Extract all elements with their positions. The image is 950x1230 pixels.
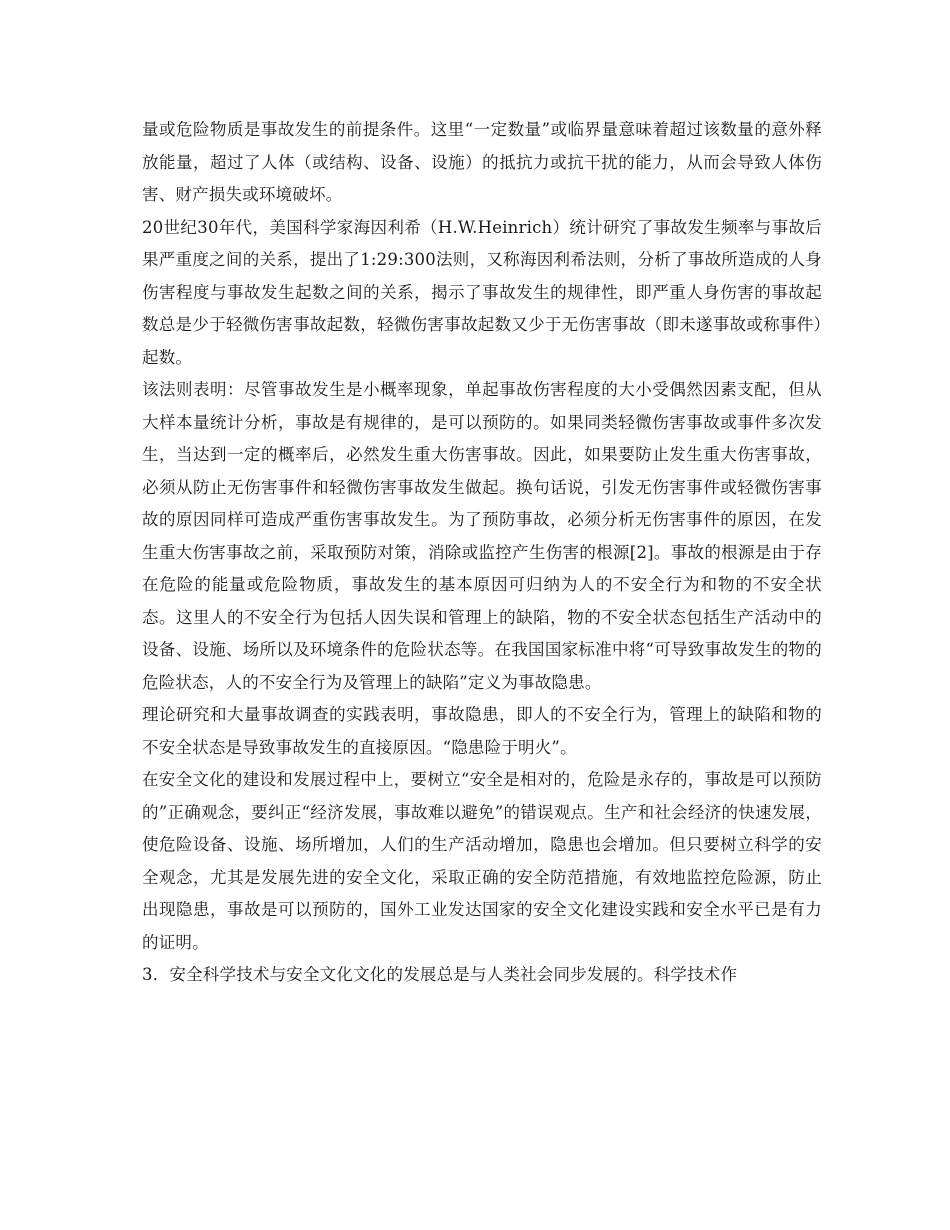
paragraph-5: 在安全文化的建设和发展过程中上，要树立“安全是相对的，危险是永存的，事故是可以预防的”正确观念，要纠正“经济发展，事故难以避免”的错误观点。生产和社会经济的快速发展，使危险设备、设施、场所增加，人们的生产活动增加，隐患也会增加。但只要树立科学的安全观念，尤其是发展先进的安全文化，采取正确的安全防范措施，有效地监控危险源，防止出现隐患，事故是可以预防的，国外工业发达国家的安全文化建设实践和安全水平已是有力的证明。: [142, 770, 822, 952]
paragraph-3: 该法则表明：尽管事故发生是小概率现象，单起事故伤害程度的大小受偶然因素支配，但从大样本量统计分析，事故是有规律的，是可以预防的。如果同类轻微伤害事故或事件多次发生，当达到一定的概率后，必然发生重大伤害事故。因此，如果要防止发生重大伤害事故，必须从防止无伤害事件和轻微伤害事故发生做起。换句话说，引发无伤害事件或轻微伤害事故的原因同样可造成严重伤害事故发生。为了预防事故，必须分析无伤害事件的原因，在发生重大伤害事故之前，采取预防对策，消除或监控产生伤害的根源[2]。事故的根源是由于存在危险的能量或危险物质，事故发生的基本原因可归纳为人的不安全行为和物的不安全状态。这里人的不安全行为包括人因失误和管理上的缺陷，物的不安全状态包括生产活动中的设备、设施、场所以及环境条件的危险状态等。在我国国家标准中将“可导致事故发生的物的危险状态，人的不安全行为及管理上的缺陷”定义为事故隐患。: [142, 380, 822, 692]
paragraph-4: 理论研究和大量事故调查的实践表明，事故隐患，即人的不安全行为，管理上的缺陷和物的不安全状态是导致事故发生的直接原因。“隐患险于明火”。: [142, 705, 822, 757]
paragraph-1: 量或危险物质是事故发生的前提条件。这里“一定数量”或临界量意味着超过该数量的意外释放能量，超过了人体（或结构、设备、设施）的抵抗力或抗干扰的能力，从而会导致人体伤害、财产损失或环境破坏。: [142, 120, 822, 204]
paragraph-2: 20世纪30年代，美国科学家海因利希（H.W.Heinrich）统计研究了事故发生频率与事故后果严重度之间的关系，提出了1:29:300法则，又称海因利希法则，分析了事故所造成的人身伤害程度与事故发生起数之间的关系，揭示了事故发生的规律性，即严重人身伤害的事故起数总是少于轻微伤害事故起数，轻微伤害事故起数又少于无伤害事故（即未遂事故或称事件）起数。: [142, 217, 822, 367]
paragraph-6: 3．安全科学技术与安全文化文化的发展总是与人类社会同步发展的。科学技术作: [142, 965, 738, 984]
document-body: [142, 114, 822, 992]
